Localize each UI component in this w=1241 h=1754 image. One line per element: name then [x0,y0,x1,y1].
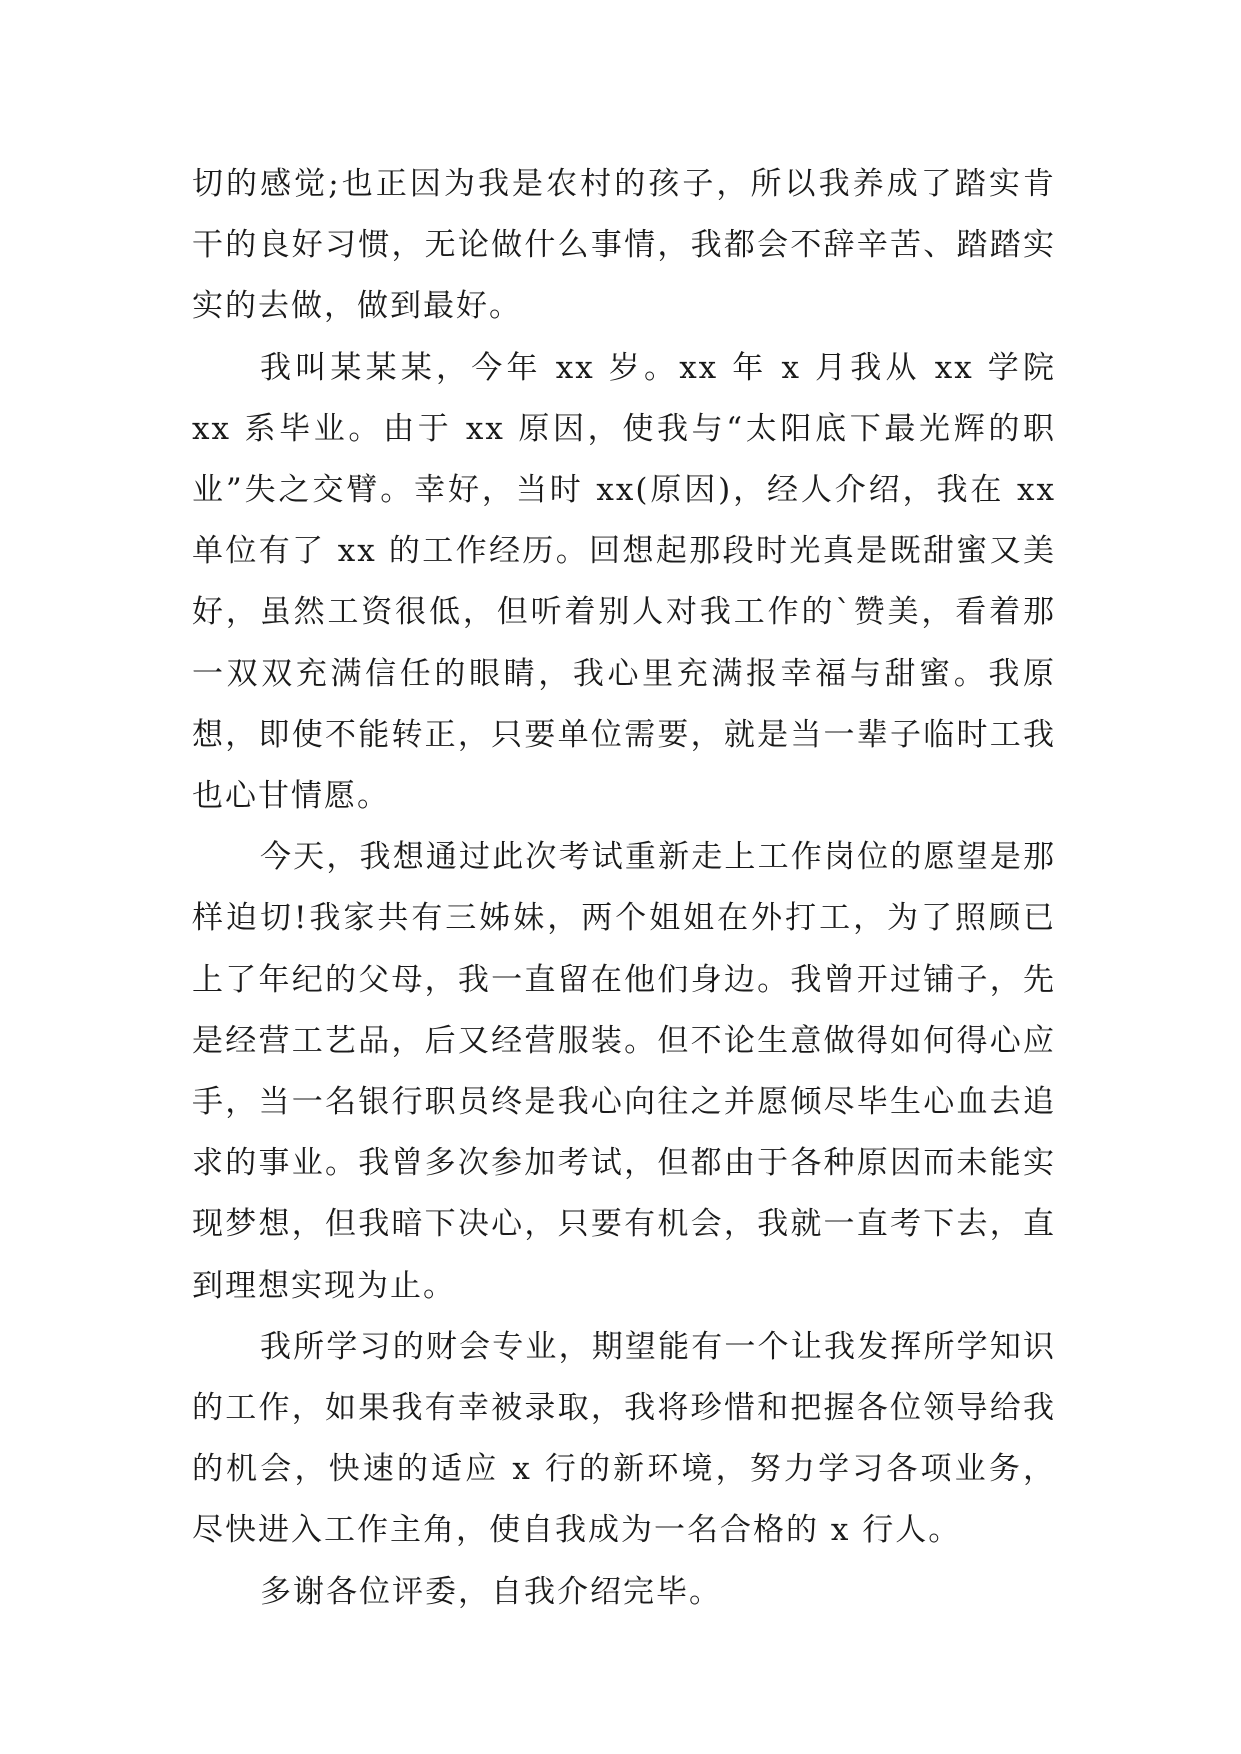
paragraph-3: 今天，我想通过此次考试重新走上工作岗位的愿望是那样迫切!我家共有三姊妹，两个姐姐在外打工，为了照顾已上了年纪的父母，我一直留在他们身边。我曾开过铺子，先是经营工艺品，后又经营服装。但不论生意做得如何得心应手，当一名银行职员终是我心向往之并愿倾尽毕生心血去追求的事业。我曾多次参加考试，但都由于各种原因而未能实现梦想，但我暗下决心，只要有机会，我就一直考下去，直到理想实现为止。 [192,839,1056,1304]
paragraph-1: 切的感觉;也正因为我是农村的孩子，所以我养成了踏实肯干的良好习惯，无论做什么事情，我都会不辞辛苦、踏踏实实的去做，做到最好。 [192,166,1056,325]
document-body [192,154,1056,1623]
paragraph-4: 我所学习的财会专业，期望能有一个让我发挥所学知识的工作，如果我有幸被录取，我将珍惜和把握各位领导给我的机会，快速的适应 x 行的新环境，努力学习各项业务，尽快进入工作主角，使自我成为一名合格的 x 行人。 [192,1328,1056,1549]
paragraph-2: 我叫某某某，今年 xx 岁。xx 年 x 月我从 xx 学院 xx 系毕业。由于 xx 原因，使我与“太阳底下最光辉的职业”失之交臂。幸好，当时 xx(原因)，经人介绍，我在 xx 单位有了 xx 的工作经历。回想起那段时光真是既甜蜜又美好，虽然工资很低，但听着别人对我工作的`赞美，看着那一双双充满信任的眼睛，我心里充满报幸福与甜蜜。我原想，即使不能转正，只要单位需要，就是当一辈子临时工我也心甘情愿。 [192,349,1056,815]
paragraph-5: 多谢各位评委，自我介绍完毕。 [260,1573,722,1610]
